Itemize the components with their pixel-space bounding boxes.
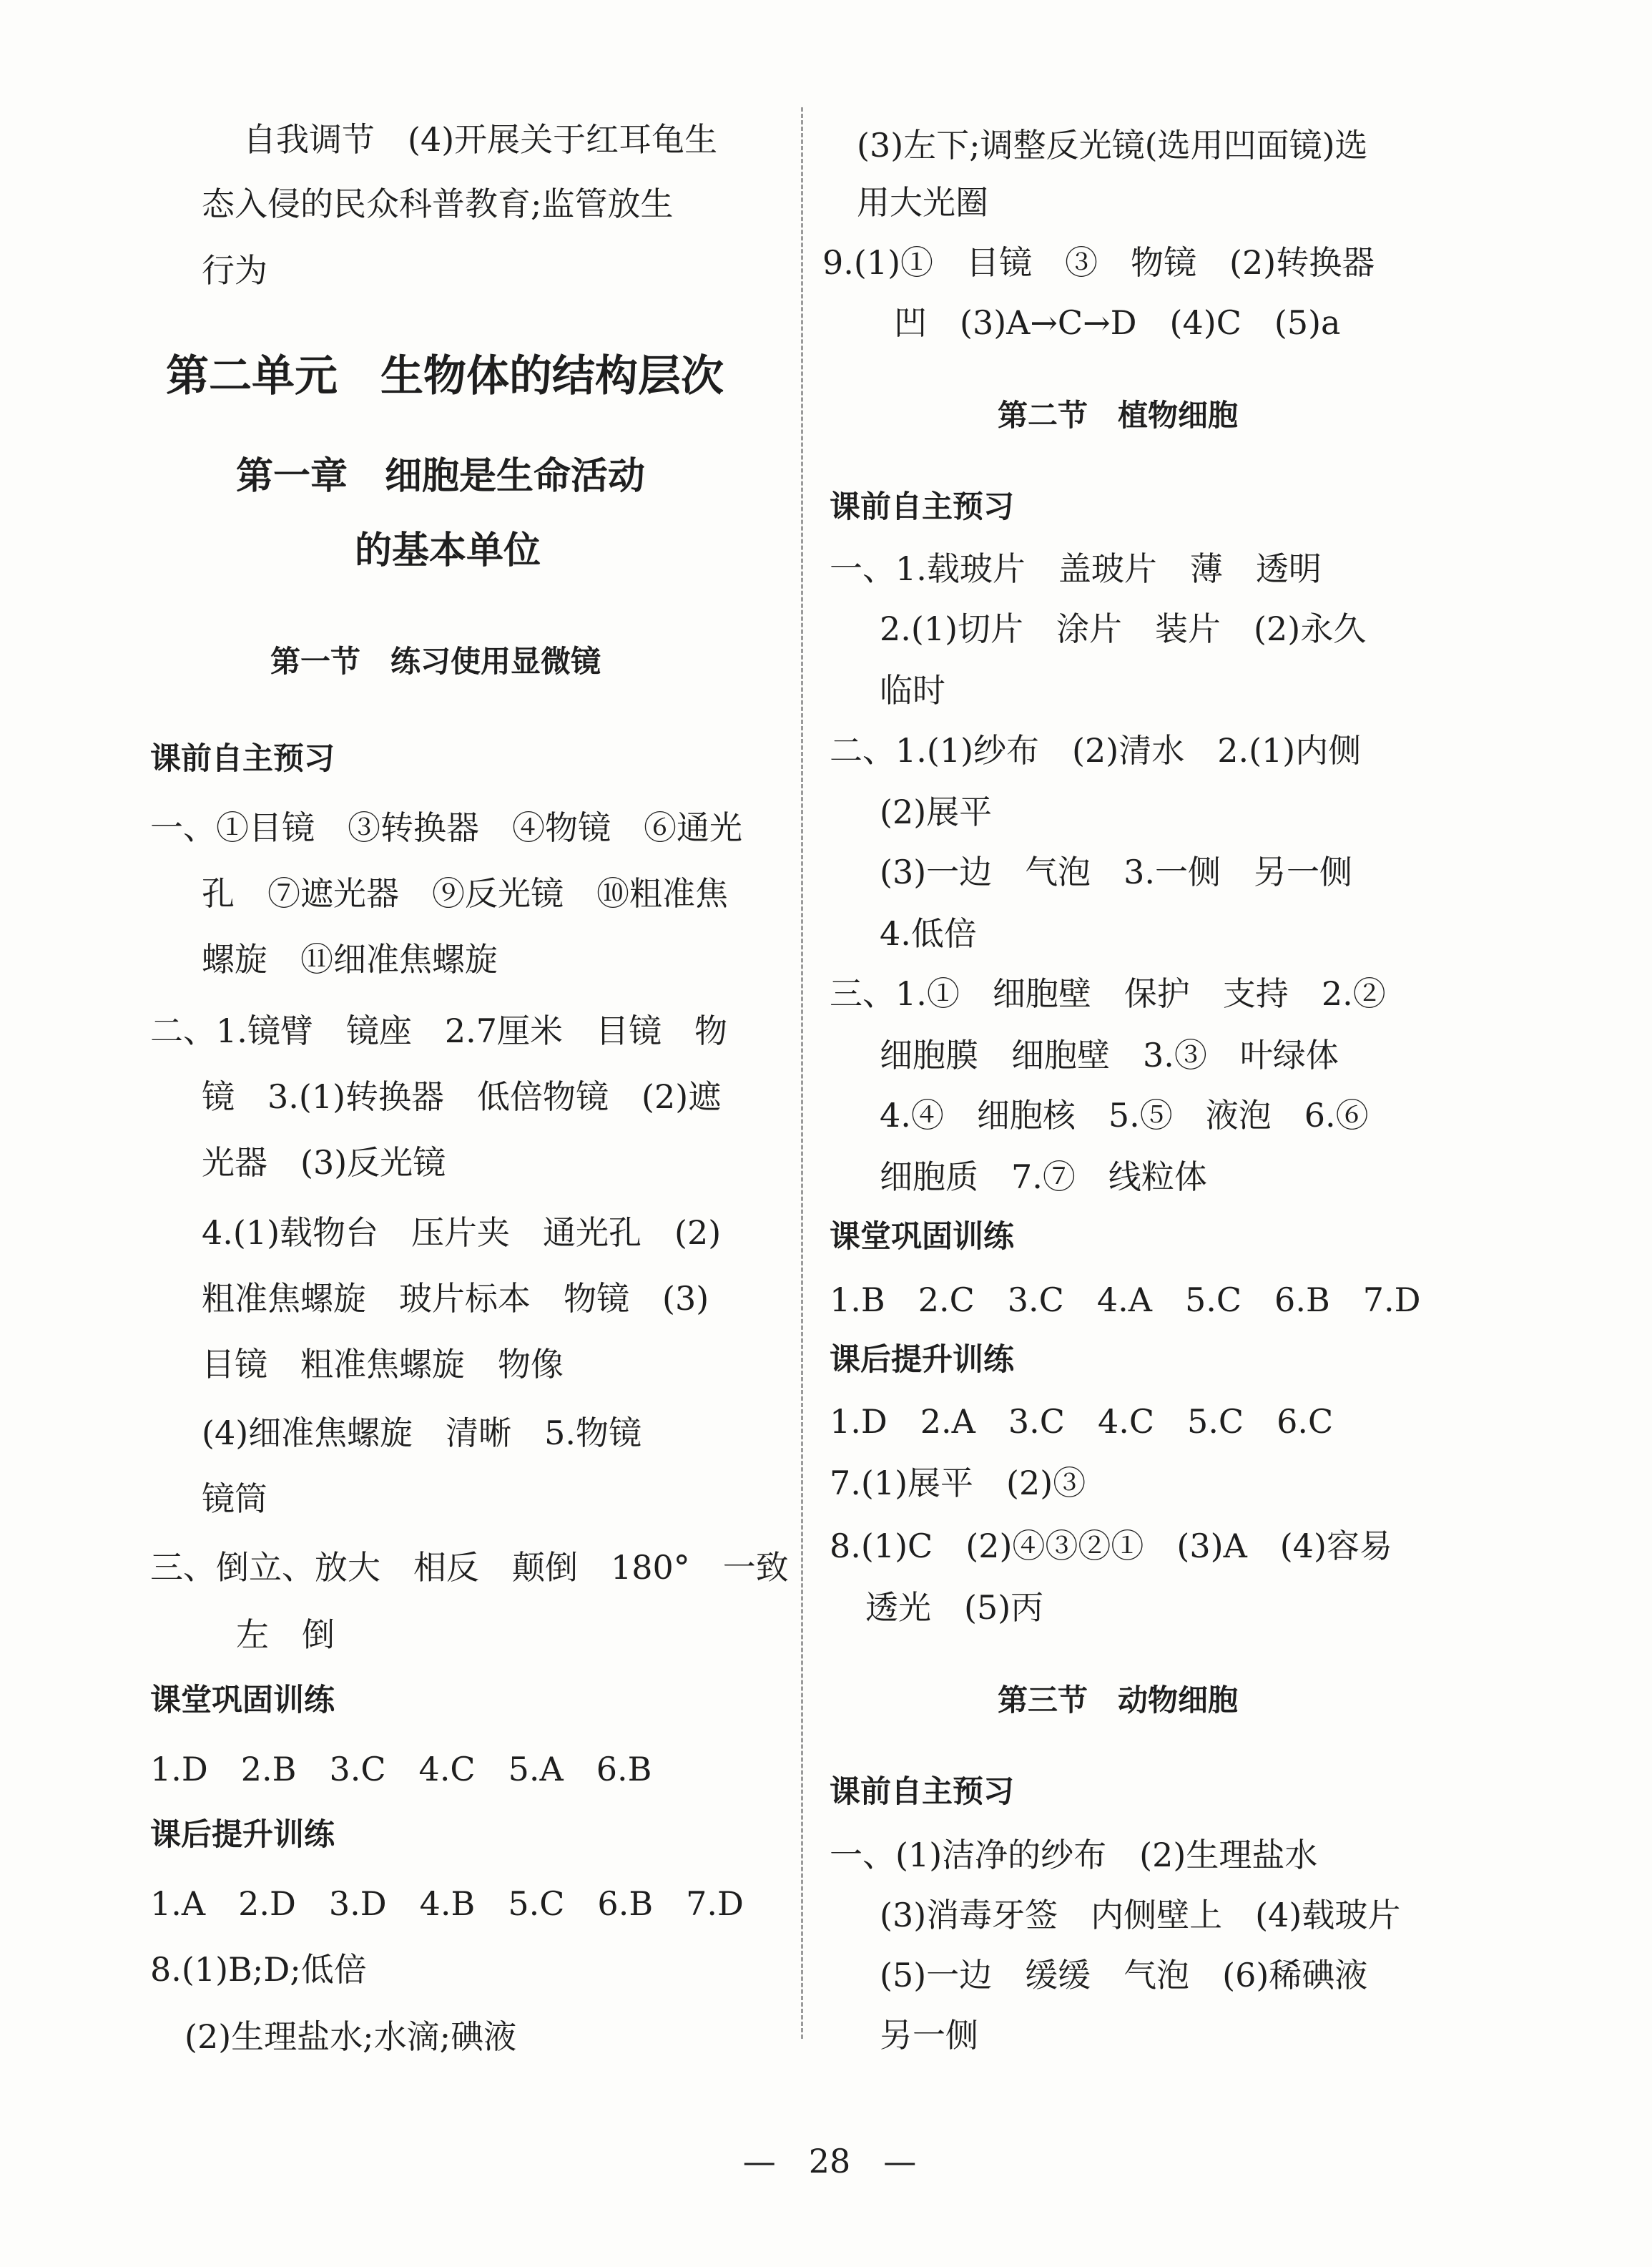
text-line: 细胞膜 细胞壁 3.③ 叶绿体 [880, 1036, 1339, 1074]
subheading-preview: 课前自主预习 [830, 489, 1014, 525]
subheading-after: 课后提升训练 [150, 1817, 335, 1853]
text-line: (3)左下;调整反光镜(选用凹面镜)选 [857, 126, 1368, 165]
text-line: 临时 [880, 671, 945, 710]
text-line: 镜 3.(1)转换器 低倍物镜 (2)遮 [202, 1077, 722, 1116]
text-line: 4.低倍 [880, 914, 977, 953]
text-line: 粗准焦螺旋 玻片标本 物镜 (3) [202, 1279, 709, 1318]
text-line: 细胞质 7.⑦ 线粒体 [880, 1157, 1207, 1196]
subheading-preview-3: 课前自主预习 [830, 1774, 1014, 1810]
text-line: 螺旋 ⑪细准焦螺旋 [202, 940, 498, 979]
text-line: 7.(1)展平 (2)③ [830, 1464, 1086, 1502]
text-line: (3)一边 气泡 3.一侧 另一侧 [880, 853, 1353, 891]
page-number: — 28 — [742, 2142, 917, 2180]
text-line: 自我调节 (4)开展关于红耳龟生 [243, 120, 718, 159]
text-line: 左 倒 [236, 1615, 335, 1654]
text-line: 凹 (3)A→C→D (4)C (5)a [894, 303, 1341, 342]
text-line: 态入侵的民众科普教育;监管放生 [202, 185, 674, 223]
text-line: 9.(1)① 目镜 ③ 物镜 (2)转换器 [822, 243, 1375, 282]
text-line: 镜筒 [202, 1479, 267, 1518]
chapter-title-line-1: 第一章 细胞是生命活动 [236, 455, 646, 498]
class-answers: 1.D 2.B 3.C 4.C 5.A 6.B [150, 1750, 652, 1788]
subheading-class: 课堂巩固训练 [150, 1683, 335, 1718]
text-line: 一、(1)洁净的纱布 (2)生理盐水 [830, 1836, 1318, 1874]
subheading-preview: 课前自主预习 [150, 741, 335, 777]
text-line: 光器 (3)反光镜 [202, 1143, 446, 1182]
unit-title: 第二单元 生物体的结构层次 [166, 351, 724, 401]
text-line: 4.④ 细胞核 5.⑤ 液泡 6.⑥ [880, 1096, 1369, 1135]
text-line: (2)生理盐水;水滴;碘液 [185, 2017, 517, 2056]
text-line: 孔 ⑦遮光器 ⑨反光镜 ⑩粗准焦 [202, 874, 728, 913]
text-line: 1.A 2.D 3.D 4.B 5.C 6.B 7.D [150, 1884, 744, 1923]
text-line: 另一侧 [880, 2016, 978, 2055]
text-line: (4)细准焦螺旋 清晰 5.物镜 [202, 1414, 642, 1452]
section3-title: 第三节 动物细胞 [998, 1683, 1239, 1718]
text-line: 用大光圈 [857, 183, 988, 222]
text-line: 一、1.载玻片 盖玻片 薄 透明 [830, 549, 1322, 588]
text-line: 二、1.镜臂 镜座 2.7厘米 目镜 物 [150, 1012, 728, 1050]
text-line: 三、倒立、放大 相反 颠倒 180° 一致 [150, 1548, 789, 1587]
text-line: 2.(1)切片 涂片 装片 (2)永久 [880, 609, 1367, 648]
section-title: 第一节 练习使用显微镜 [270, 644, 601, 679]
chapter-title-line-2: 的基本单位 [355, 529, 541, 572]
text-line: 目镜 粗准焦螺旋 物像 [202, 1345, 564, 1384]
text-line: 三、1.① 细胞壁 保护 支持 2.② [830, 974, 1386, 1013]
subheading-class: 课堂巩固训练 [830, 1219, 1014, 1255]
text-line: 行为 [202, 251, 267, 290]
text-line: 二、1.(1)纱布 (2)清水 2.(1)内侧 [830, 731, 1362, 770]
subheading-after: 课后提升训练 [830, 1342, 1014, 1378]
text-line: (3)消毒牙签 内侧壁上 (4)载玻片 [880, 1896, 1401, 1934]
text-line: (5)一边 缓缓 气泡 (6)稀碘液 [880, 1956, 1368, 1994]
text-line: 8.(1)C (2)④③②① (3)A (4)容易 [830, 1527, 1392, 1565]
section2-title: 第二节 植物细胞 [998, 398, 1239, 433]
text-line: 4.(1)载物台 压片夹 通光孔 (2) [202, 1213, 722, 1252]
text-line: 1.D 2.A 3.C 4.C 5.C 6.C [830, 1402, 1334, 1441]
text-line: 8.(1)B;D;低倍 [150, 1950, 367, 1989]
text-line: 一、①目镜 ③转换器 ④物镜 ⑥通光 [150, 808, 742, 847]
column-divider [801, 107, 803, 2039]
text-line: 透光 (5)丙 [865, 1588, 1044, 1627]
text-line: (2)展平 [880, 793, 993, 831]
class-answers: 1.B 2.C 3.C 4.A 5.C 6.B 7.D [830, 1281, 1421, 1319]
